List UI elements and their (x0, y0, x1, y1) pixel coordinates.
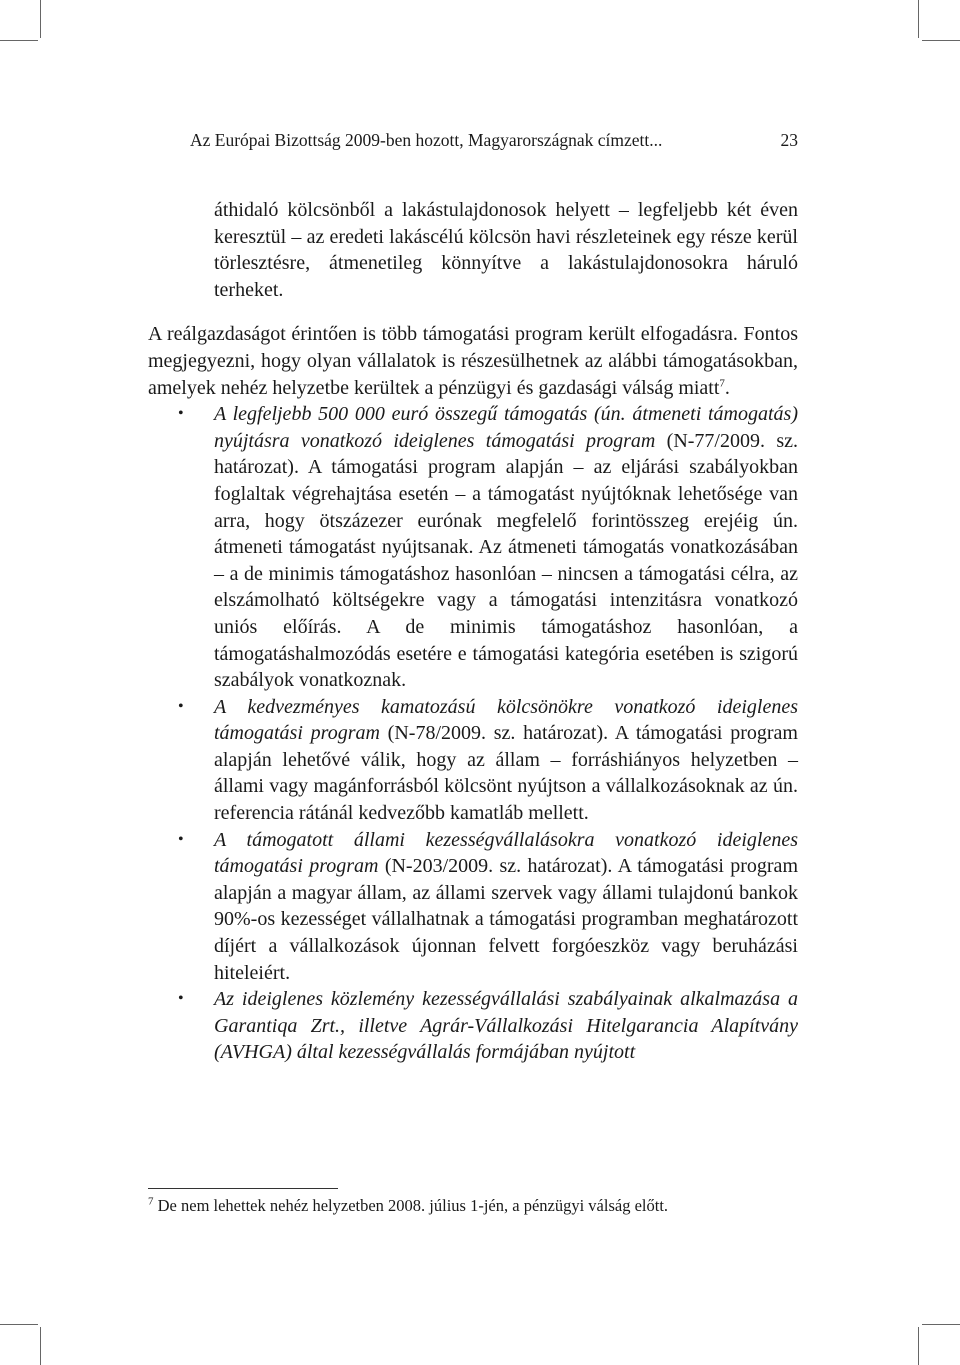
running-title: Az Európai Bizottság 2009-ben hozott, Magyarországnak címzett... (190, 130, 663, 150)
intro-end: . (724, 376, 730, 399)
crop-mark-bottom-right-h (922, 1324, 960, 1325)
crop-mark-top-left-h (0, 40, 38, 41)
crop-mark-top-right-h (922, 40, 960, 41)
footnote (148, 1196, 798, 1216)
footnote-text: De nem lehettek nehéz helyzetben 2008. július 1-jén, a pénzügyi válság előtt. (157, 1196, 669, 1215)
crop-mark-top-right-v (918, 0, 919, 38)
list-item-title: A támogatott állami kezességvállalásokra vonatkozó ideiglenes támogatási program (214, 828, 798, 878)
list-item-text: (N-77/2009. sz. határozat). A támogatási program alapján – az eljárási szabályokban foglaltak végrehajtása esetén – a támogatást nyújtóknak lehetősége van arra, hogy ötszázezer eurónak megfelelő forintösszeg erejéig ún. átmeneti támogatást nyújtsanak. Az átmeneti támogatás vonatkozásában – a de minimis támogatáshoz hasonlóan – nincsen a támogatási célra, az elszámolható költségekre vagy a támogatási intenzitásra vonatkozó uniós előírás. A de minimis támogatáshoz hasonlóan, a támogatáshalmozódás esetére e támogatási kategória esetében is szigorú szabályok vonatkoznak. (214, 429, 798, 692)
list-item-text: (N-203/2009. sz. határozat). A támogatási program alapján a magyar állam, az állami szervek vagy állami tulajdonú bankok 90%-os kezességet vállalhatnak a támogatási programban meghatározott díjért a vállalkozások újonnan felvett forgóeszköz vagy beruházási hiteleiért. (214, 855, 798, 984)
crop-mark-bottom-left-h (0, 1324, 38, 1325)
bullet-icon: • (178, 697, 184, 715)
footnote-ref[interactable]: 7 (719, 376, 725, 389)
list-item-title: Az ideiglenes közlemény kezességvállalási szabályainak alkalmazása a Garantiqa Zrt., illetve Agrár-Vállalkozási Hitelgarancia Alapítvány (AVHGA) által kezességvállalás formájában nyújtott (214, 988, 798, 1064)
list-item (148, 694, 798, 827)
bullet-icon: • (178, 405, 184, 423)
footnote-number: 7 (148, 1195, 154, 1208)
bullet-icon: • (178, 990, 184, 1008)
page-number: 23 (780, 130, 798, 150)
list-item-title: A kedvezményes kamatozású kölcsönökre vonatkozó ideiglenes támogatási program (214, 695, 798, 745)
crop-mark-top-left-v (40, 0, 41, 38)
list-item (148, 827, 798, 987)
list-item-text: (N-78/2009. sz. határozat). A támogatási program alapján lehetővé válik, hogy az állam – forráshiányos helyzetben – állami vagy magánforrásból kölcsönt nyújtson a vállalkozásoknak az ún. referencia rátánál kedvezőbb kamatláb mellett. (214, 722, 798, 825)
intro-text: A reálgazdaságot érintően is több támogatási program került elfogadásra. Fontos megjegyezni, hogy olyan vállalatok is részesülhetnek az alábbi támogatásokban, amelyek nehéz helyzetbe kerültek a pénzügyi és gazdasági válság miatt (148, 323, 798, 399)
support-program-list (148, 401, 798, 1066)
bullet-icon: • (178, 830, 184, 848)
crop-mark-bottom-left-v (40, 1327, 41, 1365)
intro-paragraph (148, 321, 798, 401)
list-item (148, 401, 798, 694)
body-text (148, 197, 798, 1066)
running-header (190, 130, 798, 151)
list-item (148, 986, 798, 1066)
crop-mark-bottom-right-v (918, 1327, 919, 1365)
list-item-title: A legfeljebb 500 000 euró összegű támogatás (ún. átmeneti támogatás) nyújtásra vonatkozó ideiglenes támogatási program (214, 403, 798, 452)
continued-paragraph: áthidaló kölcsönből a lakástulajdonosok helyett – legfeljebb két éven keresztül – az eredeti lakáscélú kölcsön havi részleteinek egy része kerül törlesztésre, átmenetileg könnyítve a lakástulajdonosokra háruló terheket. (214, 199, 798, 301)
footnote-divider (148, 1188, 338, 1189)
